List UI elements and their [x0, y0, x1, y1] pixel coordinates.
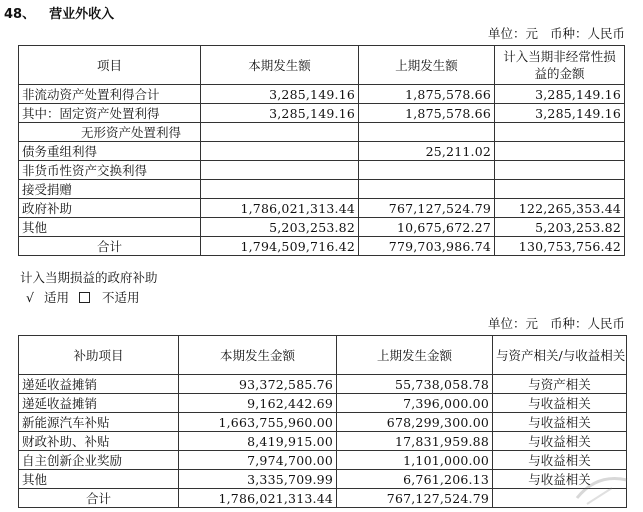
section-number: 48、 — [4, 7, 36, 22]
row-label: 合计 — [19, 489, 179, 508]
row-label: 非货币性资产交换利得 — [19, 161, 201, 180]
row-label: 政府补助 — [19, 199, 201, 218]
section-heading — [4, 3, 114, 22]
nonrecurring-amount: 3,285,149.16 — [495, 85, 625, 104]
current-amount: 3,285,149.16 — [201, 85, 359, 104]
table-row — [19, 394, 627, 413]
prior-amount: 779,703,986.74 — [359, 237, 495, 256]
currency-label: 币种：人民币 — [549, 26, 625, 41]
prior-amount: 25,211.02 — [359, 142, 495, 161]
unit-line — [488, 24, 625, 42]
not-applicable-label: 不适用 — [101, 290, 140, 305]
nonrecurring-amount — [495, 123, 625, 142]
row-label: 接受捐赠 — [19, 180, 201, 199]
current-amount: 9,162,442.69 — [179, 394, 337, 413]
prior-amount: 17,831,959.88 — [337, 432, 493, 451]
applicable-option — [26, 290, 69, 305]
total-row — [19, 237, 625, 256]
table-row — [19, 451, 627, 470]
table-row — [19, 85, 625, 104]
column-header: 项目 — [19, 46, 201, 85]
row-label: 合计 — [19, 237, 201, 256]
subsection-title: 计入当期损益的政府补助 — [20, 270, 158, 285]
column-header: 上期发生金额 — [337, 336, 493, 375]
row-label: 非流动资产处置利得合计 — [19, 85, 201, 104]
current-amount: 93,372,585.76 — [179, 375, 337, 394]
prior-amount: 7,396,000.00 — [337, 394, 493, 413]
watermark-logo-icon — [567, 468, 637, 508]
relation-type: 与收益相关 — [493, 413, 627, 432]
column-header: 本期发生金额 — [179, 336, 337, 375]
total-row — [19, 489, 627, 508]
prior-amount — [359, 161, 495, 180]
nonrecurring-amount: 122,265,353.44 — [495, 199, 625, 218]
row-label: 递延收益摊销 — [19, 394, 179, 413]
not-applicable-option — [79, 290, 140, 305]
prior-amount: 678,299,300.00 — [337, 413, 493, 432]
relation-type: 与收益相关 — [493, 432, 627, 451]
prior-amount: 10,675,672.27 — [359, 218, 495, 237]
prior-amount: 1,875,578.66 — [359, 85, 495, 104]
unit-line-2 — [488, 314, 625, 332]
nonrecurring-amount: 3,285,149.16 — [495, 104, 625, 123]
current-amount — [201, 142, 359, 161]
table-row — [19, 199, 625, 218]
prior-amount: 1,875,578.66 — [359, 104, 495, 123]
table-row — [19, 375, 627, 394]
relation-type: 与收益相关 — [493, 394, 627, 413]
applicability-options — [26, 288, 140, 306]
row-label: 自主创新企业奖励 — [19, 451, 179, 470]
current-amount: 8,419,915.00 — [179, 432, 337, 451]
nonrecurring-amount — [495, 142, 625, 161]
nonrecurring-amount: 5,203,253.82 — [495, 218, 625, 237]
row-label: 财政补助、补贴 — [19, 432, 179, 451]
relation-type: 与资产相关 — [493, 375, 627, 394]
row-label: 其中：固定资产处置利得 — [19, 104, 201, 123]
unit-label: 单位：元 — [487, 26, 538, 41]
table-row — [19, 470, 627, 489]
table-row — [19, 104, 625, 123]
column-header: 本期发生额 — [201, 46, 359, 85]
column-header: 与资产相关/与收益相关 — [493, 336, 627, 375]
row-label: 其他 — [19, 470, 179, 489]
current-amount: 3,285,149.16 — [201, 104, 359, 123]
current-amount — [201, 180, 359, 199]
column-header: 上期发生额 — [359, 46, 495, 85]
prior-amount: 767,127,524.79 — [359, 199, 495, 218]
prior-amount: 767,127,524.79 — [337, 489, 493, 508]
nonrecurring-amount — [495, 161, 625, 180]
current-amount: 7,974,700.00 — [179, 451, 337, 470]
row-label: 其他 — [19, 218, 201, 237]
table-row — [19, 432, 627, 451]
table-row — [19, 218, 625, 237]
check-mark-icon: √ — [26, 290, 34, 305]
nonrecurring-amount — [495, 180, 625, 199]
nonrecurring-amount: 130,753,756.42 — [495, 237, 625, 256]
table-row — [19, 413, 627, 432]
row-label: 债务重组利得 — [19, 142, 201, 161]
row-label: 递延收益摊销 — [19, 375, 179, 394]
unit-label: 单位：元 — [487, 316, 538, 331]
current-amount: 1,663,755,960.00 — [179, 413, 337, 432]
nonoperating-income-table — [18, 45, 625, 256]
current-amount: 1,794,509,716.42 — [201, 237, 359, 256]
current-amount: 1,786,021,313.44 — [201, 199, 359, 218]
prior-amount: 6,761,206.13 — [337, 470, 493, 489]
prior-amount — [359, 123, 495, 142]
government-subsidy-table — [18, 335, 627, 508]
table-row — [19, 142, 625, 161]
current-amount — [201, 123, 359, 142]
relation-type: 与收益相关 — [493, 451, 627, 470]
current-amount: 3,335,709.99 — [179, 470, 337, 489]
prior-amount — [359, 180, 495, 199]
prior-amount: 55,738,058.78 — [337, 375, 493, 394]
current-amount: 5,203,253.82 — [201, 218, 359, 237]
column-header: 补助项目 — [19, 336, 179, 375]
current-amount — [201, 161, 359, 180]
section-title: 营业外收入 — [49, 7, 115, 22]
empty-checkbox-icon — [79, 292, 90, 303]
column-header: 计入当期非经常性损益的金额 — [495, 46, 625, 85]
row-label: 新能源汽车补贴 — [19, 413, 179, 432]
current-amount: 1,786,021,313.44 — [179, 489, 337, 508]
relation-type: 与收益相关 — [493, 470, 627, 489]
table-row — [19, 123, 625, 142]
prior-amount: 1,101,000.00 — [337, 451, 493, 470]
row-label: 无形资产处置利得 — [19, 123, 201, 142]
table-row — [19, 180, 625, 199]
currency-label: 币种：人民币 — [549, 316, 625, 331]
applicable-label: 适用 — [43, 290, 69, 305]
table-row — [19, 161, 625, 180]
